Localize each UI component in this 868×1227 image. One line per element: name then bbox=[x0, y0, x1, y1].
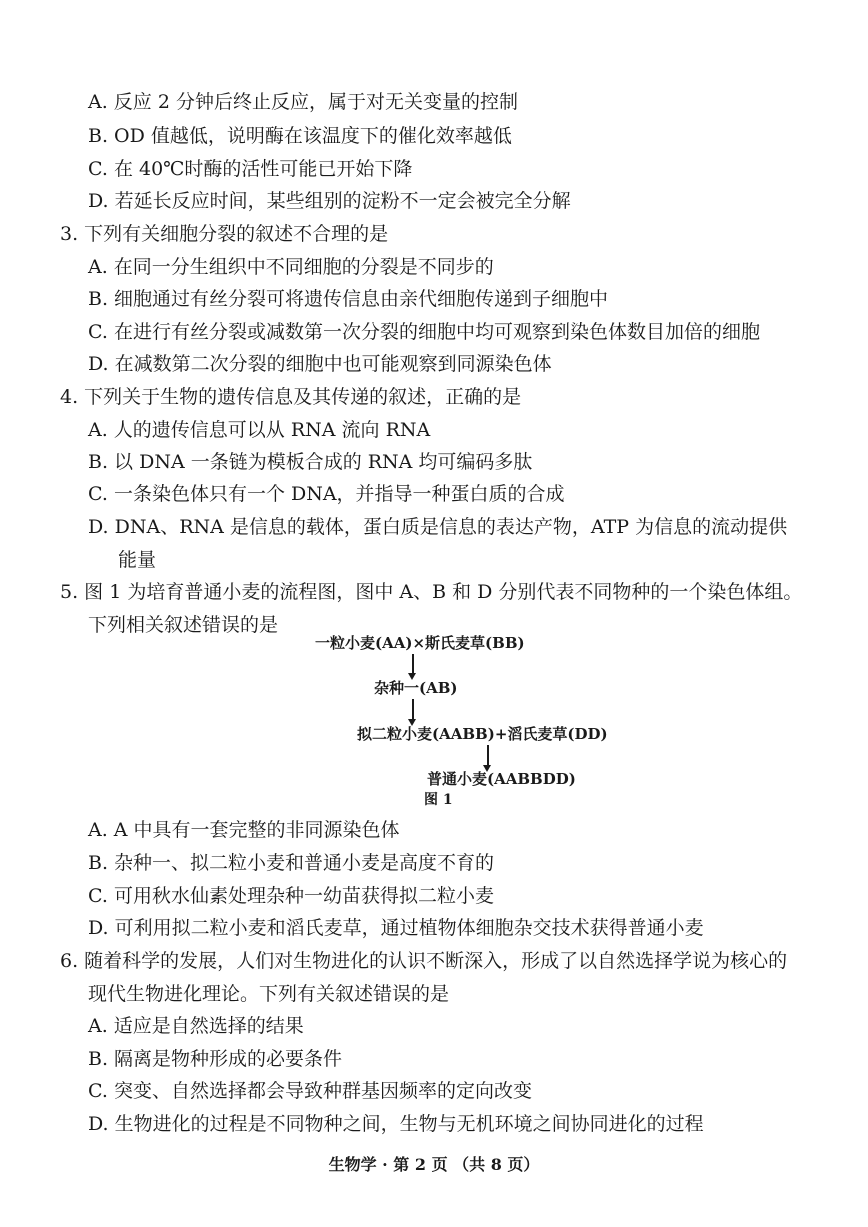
q3-option-c: C. 在进行有丝分裂或减数第一次分裂的细胞中均可观察到染色体数目加倍的细胞 bbox=[88, 321, 760, 343]
q4-option-c: C. 一条染色体只有一个 DNA，并指导一种蛋白质的合成 bbox=[88, 483, 565, 505]
flow-step-hybrid: 杂种一(AB) bbox=[374, 679, 458, 697]
q5-option-d: D. 可利用拟二粒小麦和滔氏麦草，通过植物体细胞杂交技术获得普通小麦 bbox=[88, 917, 704, 939]
q2-option-d: D. 若延长反应时间，某些组别的淀粉不一定会被完全分解 bbox=[88, 190, 571, 212]
q5-option-c: C. 可用秋水仙素处理杂种一幼苗获得拟二粒小麦 bbox=[88, 885, 494, 907]
q6-option-b: B. 隔离是物种形成的必要条件 bbox=[88, 1048, 343, 1070]
q6-option-a: A. 适应是自然选择的结果 bbox=[88, 1015, 304, 1037]
flow-arrow-2 bbox=[412, 699, 414, 720]
flow-arrow-1 bbox=[412, 654, 414, 674]
q5-stem-line2: 下列相关叙述错误的是 bbox=[88, 614, 279, 636]
q4-stem: 4. 下列关于生物的遗传信息及其传递的叙述，正确的是 bbox=[60, 386, 522, 408]
page-footer: 生物学 · 第 2 页 （共 8 页） bbox=[328, 1155, 540, 1174]
q3-option-b: B. 细胞通过有丝分裂可将遗传信息由亲代细胞传递到子细胞中 bbox=[88, 288, 609, 310]
q2-option-c: C. 在 40℃时酶的活性可能已开始下降 bbox=[88, 158, 413, 180]
q6-option-c: C. 突变、自然选择都会导致种群基因频率的定向改变 bbox=[88, 1080, 532, 1102]
q3-stem: 3. 下列有关细胞分裂的叙述不合理的是 bbox=[60, 223, 389, 245]
flow-step-tetraploid: 拟二粒小麦(AABB)+滔氏麦草(DD) bbox=[357, 725, 608, 743]
q5-stem-line1: 5. 图 1 为培育普通小麦的流程图，图中 A、B 和 D 分别代表不同物种的一个染色体组。 bbox=[60, 581, 803, 603]
q6-stem-line2: 现代生物进化理论。下列有关叙述错误的是 bbox=[88, 983, 450, 1005]
flow-step-common-wheat: 普通小麦(AABBDD) bbox=[427, 770, 576, 788]
q4-option-a: A. 人的遗传信息可以从 RNA 流向 RNA bbox=[88, 419, 431, 441]
q4-option-d-continued: 能量 bbox=[118, 549, 157, 571]
q6-option-d: D. 生物进化的过程是不同物种之间，生物与无机环境之间协同进化的过程 bbox=[88, 1113, 704, 1135]
q3-option-a: A. 在同一分生组织中不同细胞的分裂是不同步的 bbox=[88, 256, 494, 278]
breeding-flowchart bbox=[0, 630, 868, 810]
q5-option-a: A. A 中具有一套完整的非同源染色体 bbox=[88, 819, 400, 841]
q4-option-b: B. 以 DNA 一条链为模板合成的 RNA 均可编码多肽 bbox=[88, 451, 533, 473]
figure-caption: 图 1 bbox=[424, 792, 453, 808]
q4-option-d: D. DNA、RNA 是信息的载体，蛋白质是信息的表达产物，ATP 为信息的流动提供 bbox=[88, 516, 788, 538]
flow-arrow-3 bbox=[487, 745, 489, 766]
q2-option-b: B. OD 值越低，说明酶在该温度下的催化效率越低 bbox=[88, 125, 512, 147]
q2-option-a: A. 反应 2 分钟后终止反应，属于对无关变量的控制 bbox=[88, 91, 518, 113]
flow-step-parents: 一粒小麦(AA)×斯氏麦草(BB) bbox=[315, 634, 525, 652]
q3-option-d: D. 在减数第二次分裂的细胞中也可能观察到同源染色体 bbox=[88, 353, 552, 375]
q5-option-b: B. 杂种一、拟二粒小麦和普通小麦是高度不育的 bbox=[88, 852, 495, 874]
q6-stem-line1: 6. 随着科学的发展，人们对生物进化的认识不断深入，形成了以自然选择学说为核心的 bbox=[60, 950, 788, 972]
